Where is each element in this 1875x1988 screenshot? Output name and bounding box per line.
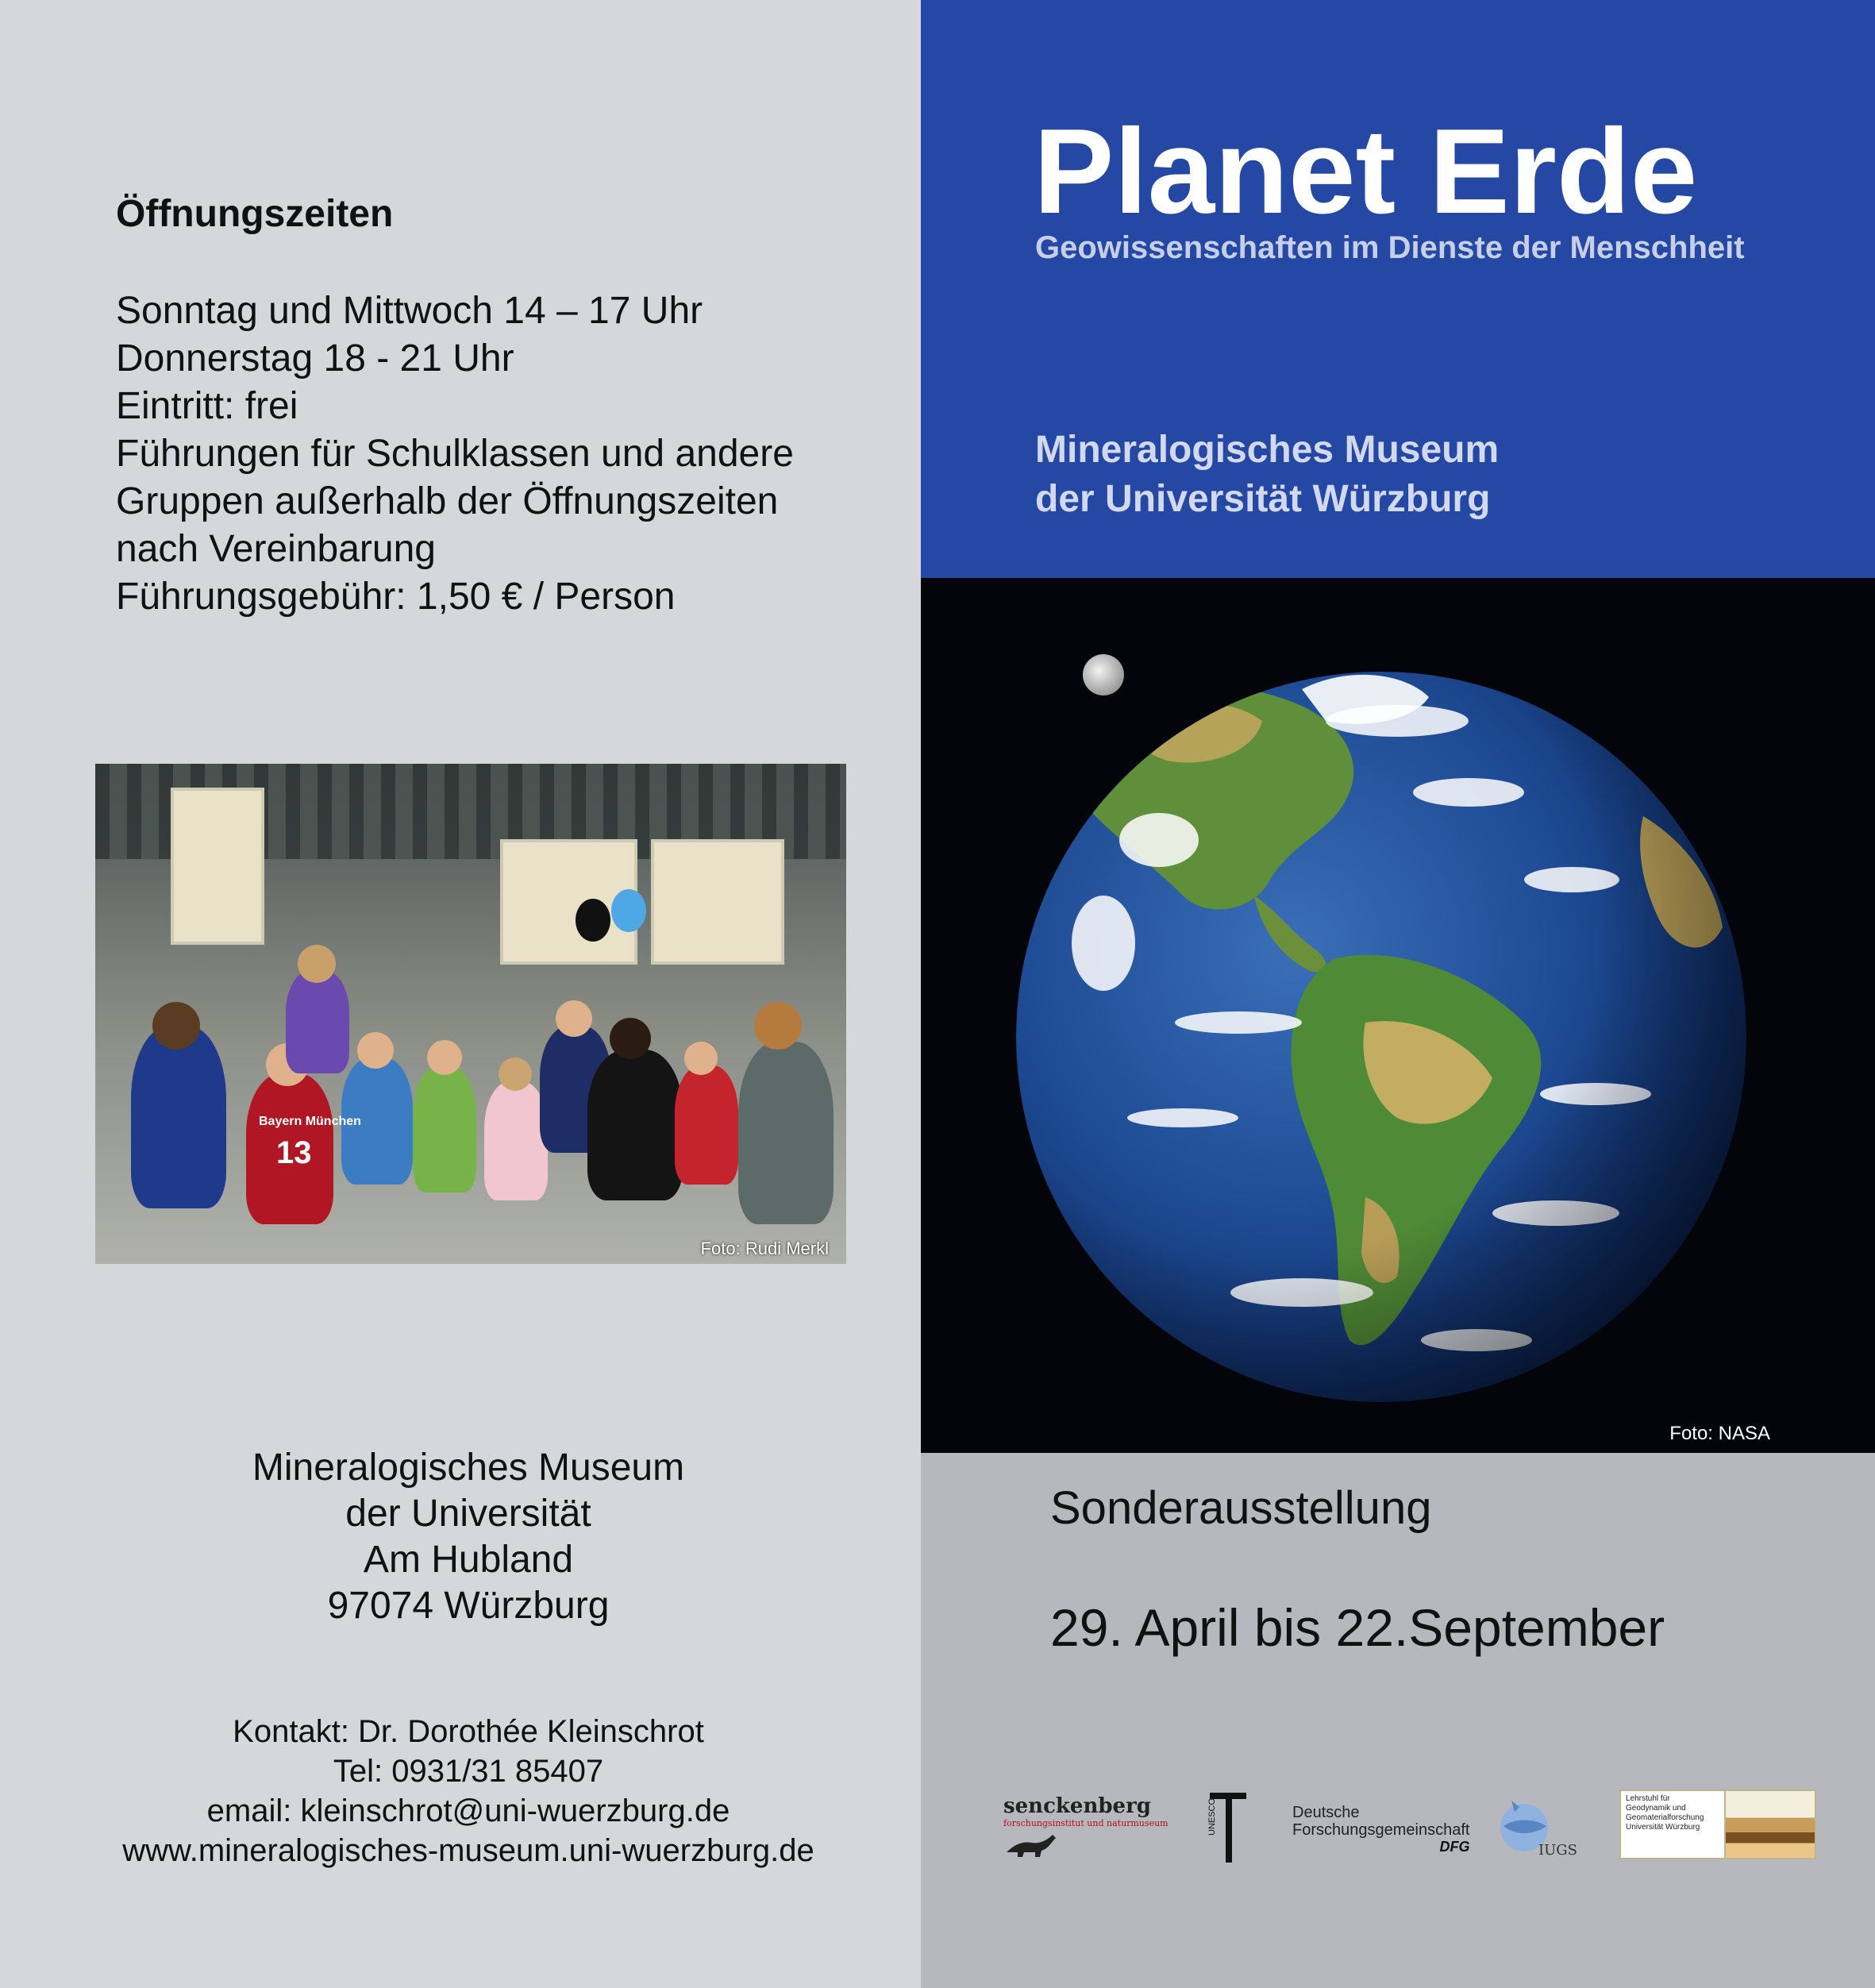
address-line: Mineralogisches Museum (252, 1447, 685, 1489)
contact-email[interactable]: email: kleinschrot@uni-wuerzburg.de (206, 1793, 730, 1828)
dfg-mark: DFG (1439, 1839, 1470, 1855)
photo-person (738, 1042, 834, 1224)
senckenberg-logo (1003, 1794, 1169, 1864)
balloon-black (576, 899, 610, 942)
photo-head (427, 1040, 462, 1075)
museum-name (1035, 426, 1499, 524)
earth-globe (1016, 657, 1794, 1451)
hours-line: nach Vereinbarung (116, 528, 436, 570)
unesco-logo (1205, 1788, 1253, 1871)
balloon-blue (611, 889, 646, 932)
photo-display-board (651, 839, 784, 965)
page-title: Planet Erde (1034, 104, 1698, 239)
photo-head (499, 1058, 532, 1091)
contact-block (0, 1712, 937, 1870)
contact-person: Kontakt: Dr. Dorothée Kleinschrot (233, 1714, 704, 1749)
photo-jersey-number: 13 (276, 1135, 312, 1170)
sponsor-logos (921, 1778, 1875, 1866)
left-panel (0, 0, 921, 1988)
lehrstuhl-logo (1619, 1790, 1816, 1859)
contact-phone: Tel: 0931/31 85407 (333, 1754, 604, 1789)
photo-display-board (171, 788, 264, 945)
photo-person (675, 1065, 738, 1185)
photo-head (357, 1032, 394, 1069)
photo-head (298, 945, 336, 983)
contact-website[interactable]: www.mineralogisches-museum.uni-wuerzburg.de (122, 1833, 814, 1868)
senckenberg-subtitle: forschungsinstitut und naturmuseum (1003, 1818, 1169, 1828)
exhibition-dates: 29. April bis 22.September (1050, 1598, 1665, 1657)
photo-head (610, 1018, 651, 1059)
dfg-logo (1292, 1804, 1469, 1855)
lehrstuhl-line: Lehrstuhl für (1626, 1794, 1670, 1803)
opening-hours-text (116, 287, 910, 621)
hours-line: Sonntag und Mittwoch 14 – 17 Uhr (116, 290, 703, 332)
photo-head (556, 1000, 592, 1037)
photo-head (754, 1002, 802, 1050)
museum-name-line: der Universität Würzburg (1035, 478, 1491, 520)
svg-text:UNESCO: UNESCO (1207, 1797, 1217, 1836)
museum-address (0, 1445, 937, 1629)
lehrstuhl-line: Geodynamik und (1626, 1804, 1686, 1813)
photo-person (587, 1050, 683, 1200)
photo-person (413, 1065, 476, 1192)
photo-person (131, 1026, 226, 1208)
hours-line: Führungsgebühr: 1,50 € / Person (116, 576, 676, 618)
lehrstuhl-line: Geomaterialforschung (1626, 1813, 1704, 1822)
museum-name-line: Mineralogisches Museum (1035, 429, 1500, 471)
image-credit: Foto: NASA (1669, 1423, 1770, 1444)
photo-jersey-text: Bayern München (259, 1115, 361, 1128)
title-band (921, 0, 1875, 578)
iugs-label: IUGS (1538, 1842, 1577, 1859)
museum-group-photo (95, 764, 846, 1264)
rock-layers-image (1726, 1791, 1815, 1858)
photo-person (286, 970, 349, 1073)
address-line: Am Hubland (363, 1539, 574, 1581)
hours-line: Führungen für Schulklassen und andere (116, 433, 794, 475)
dfg-line: Deutsche (1292, 1804, 1360, 1821)
earth-illustration (921, 578, 1875, 1453)
address-line: 97074 Würzburg (327, 1585, 610, 1627)
moon (1083, 654, 1124, 695)
address-line: der Universität (345, 1493, 591, 1535)
photo-credit: Foto: Rudi Merkl (700, 1239, 829, 1258)
photo-person (484, 1081, 548, 1200)
opening-hours-heading: Öffnungszeiten (116, 193, 394, 235)
dinosaur-icon (1003, 1828, 1059, 1860)
exhibition-label: Sonderausstellung (1050, 1482, 1432, 1534)
hours-line: Eintritt: frei (116, 385, 298, 427)
hammer-icon (1205, 1788, 1253, 1867)
senckenberg-name: senckenberg (1003, 1794, 1151, 1818)
photo-head (684, 1042, 718, 1075)
lehrstuhl-text (1621, 1791, 1726, 1858)
dfg-line: Forschungsgemeinschaft (1292, 1821, 1470, 1839)
hours-line: Gruppen außerhalb der Öffnungszeiten (116, 480, 779, 522)
iugs-logo (1496, 1794, 1577, 1862)
lehrstuhl-line: Universität Würzburg (1626, 1823, 1700, 1832)
hours-line: Donnerstag 18 - 21 Uhr (116, 337, 514, 379)
right-panel (921, 0, 1875, 1988)
page-subtitle: Geowissenschaften im Dienste der Menschheit (1035, 230, 1745, 265)
earth-image (921, 578, 1875, 1453)
photo-head (152, 1002, 200, 1050)
